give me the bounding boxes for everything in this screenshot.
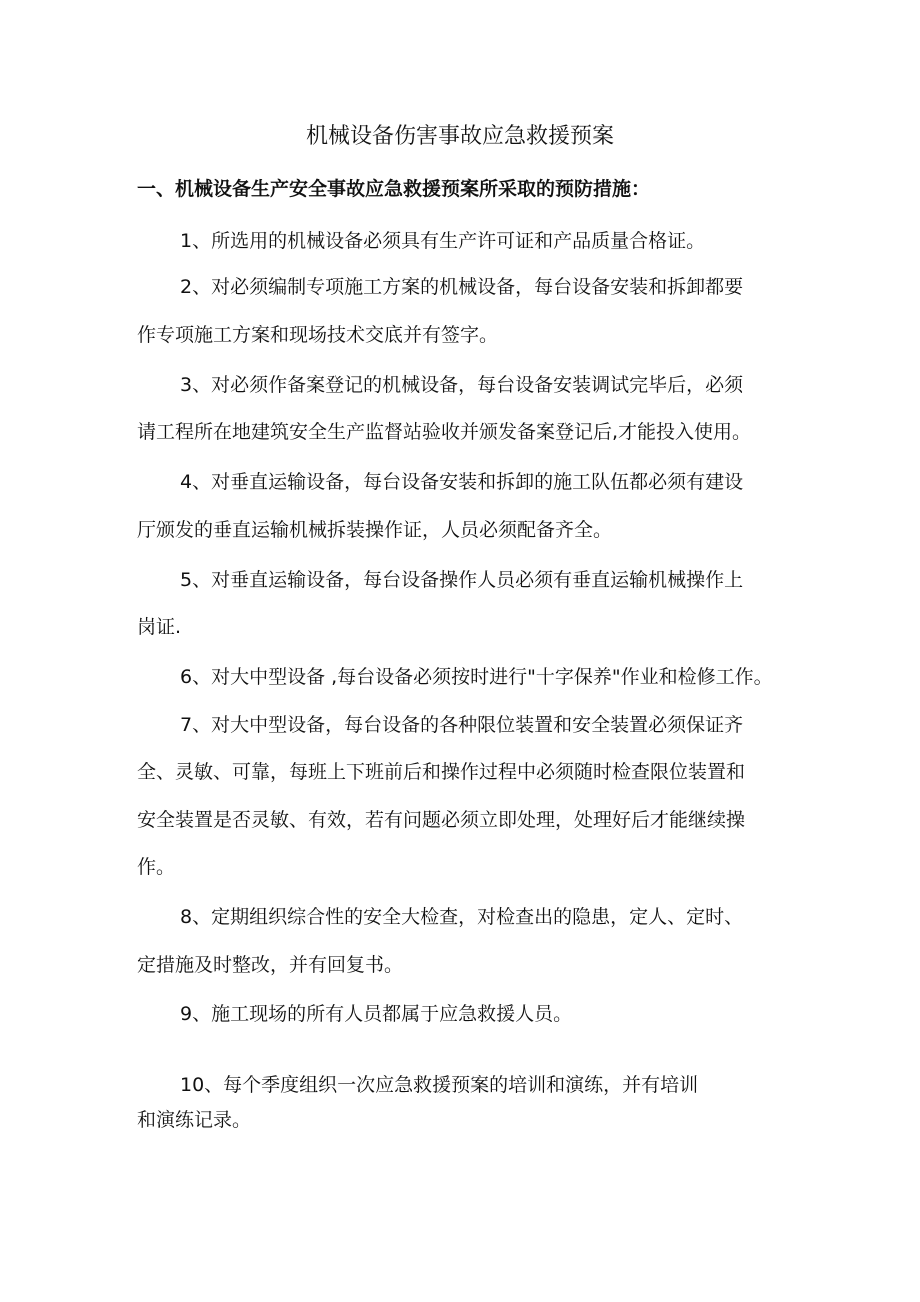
item-7-line-4: 作。 <box>137 856 176 878</box>
item-5-line-2: 岗证. <box>137 616 182 638</box>
item-8-line-1: 8、定期组织综合性的安全大检查，对检查出的隐患，定人、定时、 <box>180 906 744 928</box>
item-4-line-2: 厅颁发的垂直运输机械拆装操作证，人员必须配备齐全。 <box>137 519 613 541</box>
item-1-line-1: 1、所选用的机械设备必须具有生产许可证和产品质量合格证。 <box>180 230 706 252</box>
item-9-line-1: 9、施工现场的所有人员都属于应急救援人员。 <box>180 1003 573 1025</box>
item-5-line-1: 5、对垂直运输设备，每台设备操作人员必须有垂直运输机械操作上 <box>180 569 744 591</box>
item-2-line-2: 作专项施工方案和现场技术交底并有签字。 <box>137 324 499 346</box>
item-4-line-1: 4、对垂直运输设备，每台设备安装和拆卸的施工队伍都必须有建设 <box>180 471 744 493</box>
item-7-line-2: 全、灵敏、可靠，每班上下班前后和操作过程中必须随时检查限位装置和 <box>137 761 746 783</box>
item-10-line-1: 10、每个季度组织一次应急救援预案的培训和演练，并有培训 <box>180 1074 699 1096</box>
item-3-line-1: 3、对必须作备案登记的机械设备，每台设备安装调试完毕后，必须 <box>180 374 744 396</box>
item-7-line-1: 7、对大中型设备，每台设备的各种限位装置和安全装置必须保证齐 <box>180 714 744 736</box>
section-heading: 一、机械设备生产安全事故应急救援预案所采取的预防措施： <box>137 178 651 200</box>
item-8-line-2: 定措施及时整改，并有回复书。 <box>137 954 404 976</box>
item-2-line-1: 2、对必须编制专项施工方案的机械设备，每台设备安装和拆卸都要 <box>180 276 744 298</box>
item-10-line-2: 和演练记录。 <box>137 1109 252 1131</box>
document-title: 机械设备伤害事故应急救援预案 <box>305 124 614 149</box>
item-7-line-3: 安全装置是否灵敏、有效，若有问题必须立即处理，处理好后才能继续操 <box>137 809 746 831</box>
item-3-line-2: 请工程所在地建筑安全生产监督站验收并颁发备案登记后,才能投入使用。 <box>137 421 752 443</box>
item-6-line-1: 6、对大中型设备 ,每台设备必须按时进行"十字保养"作业和检修工作。 <box>180 666 773 688</box>
